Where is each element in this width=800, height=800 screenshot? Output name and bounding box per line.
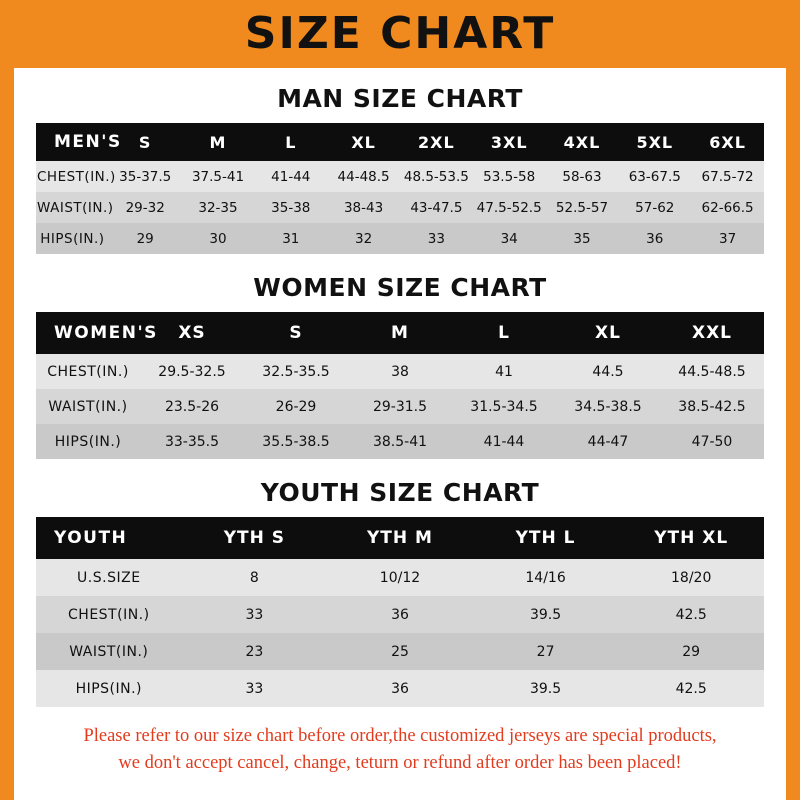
row-label: CHEST(IN.) <box>37 168 116 185</box>
cell: 29 <box>682 643 701 660</box>
cell: 58-63 <box>562 168 602 185</box>
column-header: YTH M <box>366 528 433 548</box>
cell: 41-44 <box>483 433 525 450</box>
table-row <box>36 389 764 424</box>
cell: 29.5-32.5 <box>158 363 226 380</box>
cell: 38.5-41 <box>372 433 428 450</box>
row-label: WAIST(IN.) <box>37 199 114 216</box>
column-header: S <box>289 323 303 343</box>
cell: 31.5-34.5 <box>470 398 538 415</box>
cell: 32.5-35.5 <box>262 363 330 380</box>
cell: 32 <box>354 230 373 247</box>
column-header: YOUTH <box>54 528 128 548</box>
cell: 63-67.5 <box>628 168 681 185</box>
column-header: 5XL <box>636 132 674 152</box>
cell: 33 <box>245 606 264 623</box>
header-bar <box>14 0 786 68</box>
cell: 57-62 <box>635 199 675 216</box>
cell: 43-47.5 <box>410 199 463 216</box>
table-row <box>36 596 764 633</box>
column-header: 3XL <box>490 132 528 152</box>
row-label: HIPS(IN.) <box>54 433 122 450</box>
cell: 37.5-41 <box>191 168 245 185</box>
content-area <box>14 84 786 777</box>
cell: 33-35.5 <box>164 433 220 450</box>
cell: 38 <box>391 363 409 380</box>
cell: 33 <box>427 230 445 247</box>
row-label: HIPS(IN.) <box>75 680 143 697</box>
column-header: YTH XL <box>654 528 729 548</box>
youth-size-table <box>36 517 764 707</box>
cell: 47.5-52.5 <box>476 199 542 216</box>
table-row <box>36 633 764 670</box>
cell: 31 <box>282 230 300 247</box>
column-header: 6XL <box>709 132 746 152</box>
cell: 39.5 <box>529 606 562 623</box>
cell: 67.5-72 <box>701 168 754 185</box>
cell: 42.5 <box>675 606 707 623</box>
cell: 35.5-38.5 <box>262 433 330 450</box>
footer-note-line-2: we don't accept cancel, change, teturn or refund after order has been placed! <box>118 752 682 773</box>
cell: 35-38 <box>271 199 311 216</box>
footer-note <box>36 723 764 777</box>
column-header: XXL <box>691 323 733 343</box>
cell: 23 <box>245 643 264 660</box>
cell: 35-37.5 <box>119 168 172 185</box>
table-row <box>36 424 764 459</box>
cell: 23.5-26 <box>164 398 220 415</box>
cell: 10/12 <box>379 569 421 586</box>
column-header: M <box>391 323 409 343</box>
cell: 44.5-48.5 <box>678 363 746 380</box>
column-header: L <box>285 132 297 152</box>
cell: 27 <box>536 643 555 660</box>
cell: 29 <box>136 230 154 247</box>
cell: 41 <box>495 363 513 380</box>
table-row <box>36 161 764 192</box>
cell: 41-44 <box>271 168 311 185</box>
column-header: 2XL <box>418 132 455 152</box>
table-header-row <box>36 517 764 559</box>
cell: 44.5 <box>592 363 624 380</box>
cell: 62-66.5 <box>701 199 754 216</box>
cell: 39.5 <box>529 680 562 697</box>
column-header: XL <box>595 323 621 343</box>
cell: 42.5 <box>675 680 707 697</box>
table-row <box>36 223 764 254</box>
column-header: L <box>498 323 510 343</box>
table-header-row <box>36 123 764 161</box>
cell: 36 <box>391 680 409 697</box>
row-label: WAIST(IN.) <box>69 643 149 660</box>
cell: 34.5-38.5 <box>574 398 642 415</box>
row-label: U.S.SIZE <box>77 569 141 586</box>
cell: 29-32 <box>125 199 165 216</box>
cell: 14/16 <box>525 569 566 586</box>
column-header: WOMEN'S <box>54 323 158 343</box>
section-title-women: WOMEN SIZE CHART <box>253 273 547 302</box>
section-title-youth: YOUTH SIZE CHART <box>260 478 540 507</box>
table-row <box>36 192 764 223</box>
section-title-man: MAN SIZE CHART <box>277 84 523 113</box>
row-label: HIPS(IN.) <box>40 230 105 247</box>
column-header: S <box>138 132 152 152</box>
column-header: 4XL <box>563 132 601 152</box>
cell: 29-31.5 <box>372 398 428 415</box>
column-header: YTH L <box>515 528 576 548</box>
column-header: M <box>209 132 227 152</box>
cell: 44-47 <box>587 433 629 450</box>
column-header: MEN'S <box>54 132 122 152</box>
cell: 38.5-42.5 <box>678 398 746 415</box>
cell: 52.5-57 <box>555 199 609 216</box>
row-label: WAIST(IN.) <box>48 398 128 415</box>
cell: 44-48.5 <box>337 168 390 185</box>
cell: 37 <box>718 230 737 247</box>
column-header: YTH S <box>223 528 286 548</box>
cell: 30 <box>209 230 227 247</box>
cell: 35 <box>573 230 591 247</box>
cell: 8 <box>249 569 259 586</box>
row-label: CHEST(IN.) <box>47 363 129 380</box>
cell: 26-29 <box>275 398 317 415</box>
cell: 32-35 <box>198 199 238 216</box>
table-row <box>36 670 764 707</box>
footer-note-line-1: Please refer to our size chart before order,the customized jerseys are special products, <box>83 726 717 746</box>
row-label: CHEST(IN.) <box>68 606 150 623</box>
column-header: XS <box>178 323 206 343</box>
table-row <box>36 559 764 596</box>
cell: 33 <box>245 680 264 697</box>
cell: 18/20 <box>671 569 712 586</box>
cell: 53.5-58 <box>483 168 536 185</box>
cell: 38-43 <box>343 199 384 216</box>
cell: 48.5-53.5 <box>403 168 469 185</box>
cell: 36 <box>391 606 409 623</box>
cell: 34 <box>500 230 518 247</box>
table-header-row <box>36 312 764 354</box>
man-size-table <box>36 123 764 254</box>
cell: 47-50 <box>691 433 733 450</box>
women-size-table <box>36 312 764 459</box>
table-row <box>36 354 764 389</box>
cell: 36 <box>646 230 664 247</box>
column-header: XL <box>351 132 376 152</box>
cell: 25 <box>391 643 409 660</box>
page-title: SIZE CHART <box>244 8 556 59</box>
